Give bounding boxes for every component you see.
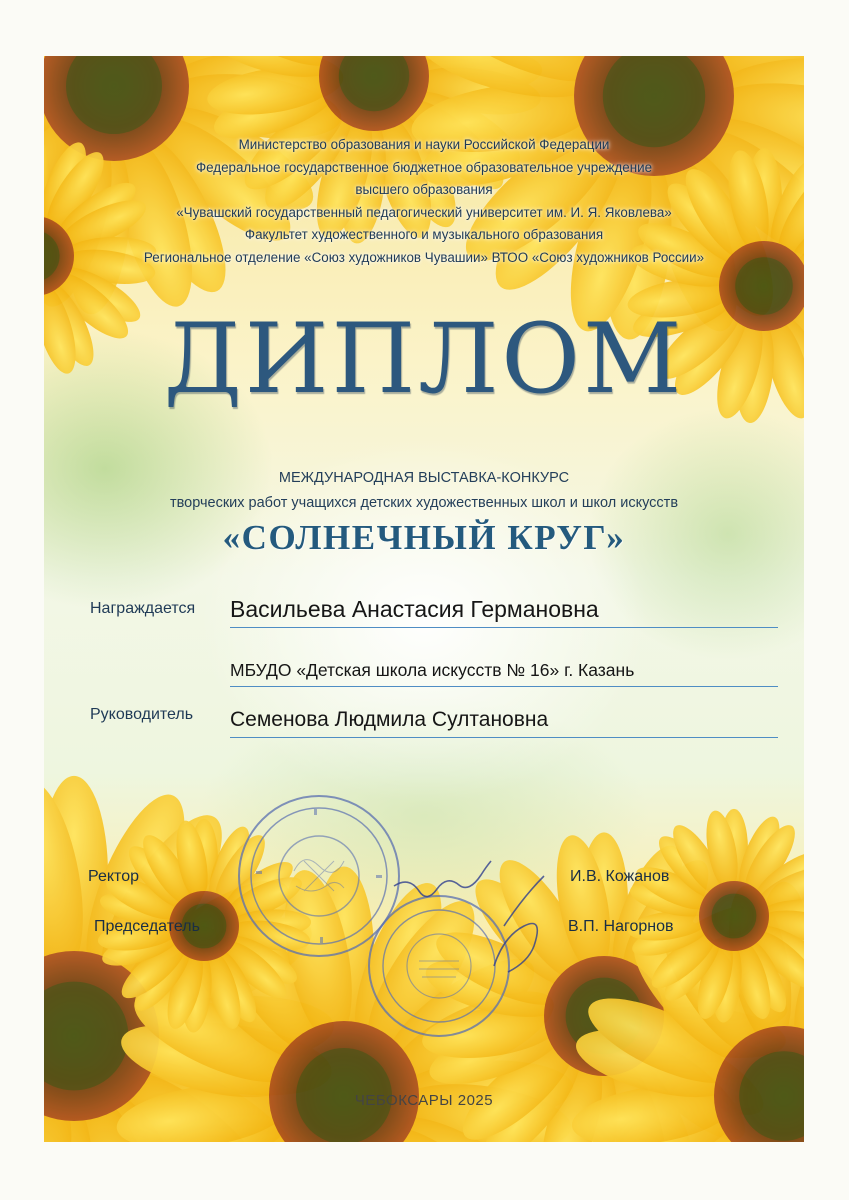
contest-description: творческих работ учащихся детских художественных школ и школ искусств xyxy=(169,495,679,511)
leader-name: Семенова Людмила Султановна xyxy=(230,708,778,738)
chairman-name: В.П. Нагорнов xyxy=(568,918,674,935)
header-line: Федеральное государственное бюджетное образовательное учреждение xyxy=(195,159,653,175)
rector-name: И.В. Кожанов xyxy=(570,868,670,885)
rector-title: Ректор xyxy=(88,868,139,885)
contest-name: «СОЛНЕЧНЫЙ КРУГ» xyxy=(222,518,626,557)
chairman-title: Председатель xyxy=(94,918,200,935)
header-line: «Чувашский государственный педагогический университет им. И. Я. Яковлева» xyxy=(176,204,672,220)
header-line: Региональное отделение «Союз художников Чувашии» ВТОО «Союз художников России» xyxy=(143,249,705,265)
leader-label: Руководитель xyxy=(90,706,194,723)
awarded-label: Награждается xyxy=(90,600,196,617)
signature-mark xyxy=(384,846,564,986)
header-line: высшего образования xyxy=(355,182,493,197)
diploma-page xyxy=(44,56,804,1142)
contest-type: МЕЖДУНАРОДНАЯ ВЫСТАВКА-КОНКУРС xyxy=(278,470,570,486)
recipient-school: МБУДО «Детская школа искусств № 16» г. Казань xyxy=(230,660,778,687)
recipient-name: Васильева Анастасия Германовна xyxy=(230,596,778,628)
city-year: ЧЕБОКСАРЫ 2025 xyxy=(354,1092,494,1109)
header-line: Факультет художественного и музыкального образования xyxy=(244,227,604,242)
header-line: Министерство образования и науки Российской Федерации xyxy=(238,137,610,152)
issuing-organizations xyxy=(44,134,804,269)
diploma-title: ДИПЛОМ xyxy=(163,303,685,415)
